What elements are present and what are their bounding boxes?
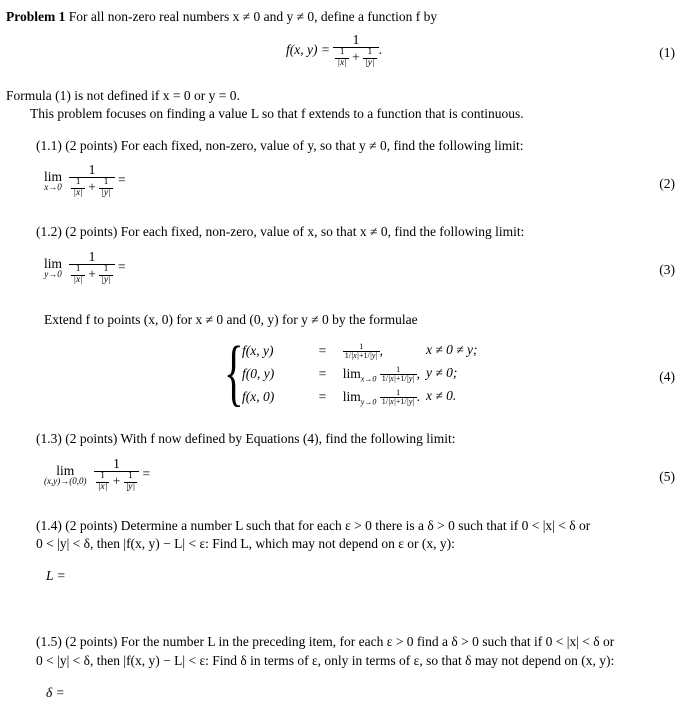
part-1-3-text: (1.3) (2 points) With f now defined by Equations (4), find the following limit:	[36, 431, 456, 446]
eq1-denominator	[333, 47, 378, 69]
limit-2-den-a-bar: |x|	[73, 188, 83, 199]
row1-cond: x ≠ 0 ≠ y;	[426, 342, 478, 357]
row3-eq: =	[318, 388, 327, 404]
row2-den-a: 1	[381, 374, 386, 384]
limit-5-equals: =	[142, 466, 151, 482]
limit-3-den-b-bar: |y|	[101, 275, 111, 286]
eq4-number: (4)	[659, 369, 675, 384]
part-1-4-line-2: 0 < |y| < δ, then |f(x, y) − L| < ε: Find L, which may not depend on ε or (x, y):	[36, 536, 455, 551]
row3-den-a-bar: |x|	[387, 397, 396, 407]
limit-3-den-a-bar: |x|	[73, 275, 83, 286]
row1-den-b-bar: |y|	[369, 351, 378, 361]
note-1: Formula (1) is not defined if x = 0 or y = 0.	[6, 88, 240, 103]
row3-sub: y→0	[360, 397, 377, 407]
limit-2	[44, 163, 126, 199]
eq1-den-b: 1	[367, 47, 373, 58]
part-1-1-text: (1.1) (2 points) For each fixed, non-zero, value of y, so that y ≠ 0, find the following limit:	[36, 138, 524, 153]
limit-2-den-a: 1	[75, 177, 81, 188]
part-1-2-text: (1.2) (2 points) For each fixed, non-zero, value of x, so that x ≠ 0, find the following limit:	[36, 224, 525, 239]
row2-plus: +	[395, 374, 401, 384]
limit-2-plus: +	[88, 179, 96, 195]
limit-2-den-b-bar: |y|	[101, 188, 111, 199]
limit-2-lim: lim	[44, 168, 63, 184]
eq2-number: (2)	[659, 176, 675, 191]
limit-3	[44, 250, 126, 286]
limit-3-lim: lim	[44, 255, 63, 271]
limit-2-den-b: 1	[103, 177, 109, 188]
row1-eq: =	[318, 342, 327, 358]
limit-3-den-b: 1	[103, 264, 109, 275]
limit-2-fraction	[69, 163, 114, 199]
problem-heading: Problem 1	[6, 9, 66, 24]
answer-L-label: L =	[46, 568, 66, 583]
limit-5-lim: lim	[56, 462, 75, 478]
row1-lhs: f(x, y)	[242, 342, 274, 358]
row2-den-b-bar: |y|	[406, 374, 415, 384]
problem-heading-line	[6, 10, 437, 24]
row3-den-b: 1	[400, 397, 405, 407]
limit-5-den-a-bar: |x|	[97, 482, 108, 493]
limit-5-num: 1	[113, 456, 120, 471]
eq1-lhs: f(x, y) =	[286, 42, 330, 58]
eq1-period: .	[378, 42, 382, 58]
limit-5	[44, 457, 150, 493]
row2-sub: x→0	[360, 374, 377, 384]
part-1-5-line-1: (1.5) (2 points) For the number L in the preceding item, for each ε > 0 find a δ > 0 such that if 0 < |x| < δ or	[36, 634, 615, 649]
limit-3-sub: y→0	[44, 269, 62, 280]
row2-den-a-bar: |x|	[387, 374, 396, 384]
problem-intro: For all non-zero real numbers x ≠ 0 and y ≠ 0, define a function f by	[68, 9, 438, 24]
row2-lhs: f(0, y)	[242, 365, 275, 381]
row3-lim: lim	[342, 388, 361, 404]
limit-3-num: 1	[88, 249, 96, 264]
eq3-number: (3)	[659, 262, 675, 277]
row1-den-a: 1	[344, 351, 349, 361]
row2-lim: lim	[342, 365, 361, 381]
row2-den-b: 1	[400, 374, 405, 384]
row2-fraction: $\frac{1}{1/|x|+1/|y|}$	[381, 365, 415, 384]
limit-5-plus: +	[112, 473, 121, 489]
equation-1	[286, 33, 382, 69]
row2-num: 1	[396, 365, 401, 374]
limit-3-equals: =	[118, 259, 126, 275]
row1-den-a-bar: |x|	[350, 351, 359, 361]
row1-fraction: $\frac{1}{1/|x|+1/|y|}$	[344, 342, 378, 361]
row1-den-b: 1	[363, 351, 368, 361]
limit-5-den-b-bar: |y|	[125, 482, 136, 493]
limit-5-den-b: 1	[128, 471, 133, 482]
eq1-number: (1)	[659, 45, 675, 60]
row3-num: 1	[396, 388, 401, 397]
row1-plus: +	[358, 351, 364, 361]
limit-3-fraction	[69, 250, 114, 286]
limit-3-den-a: 1	[75, 264, 81, 275]
eq5-number: (5)	[659, 469, 675, 484]
limit-5-den-a: 1	[100, 471, 105, 482]
eq1-plus: +	[352, 49, 360, 65]
limit-2-num: 1	[88, 162, 96, 177]
system-row-1: f(x, y) = $\frac{1}{1/|x|+1/|y|}$ , x ≠ 0 ≠ y;	[242, 342, 478, 361]
part-1-5-line-2: 0 < |y| < δ, then |f(x, y) − L| < ε: Find δ in terms of ε, only in terms of ε, so that δ may not depend on (x, y):	[36, 653, 615, 668]
part-1-4-line-1: (1.4) (2 points) Determine a number L such that for each ε > 0 there is a δ > 0 such that if 0 < |x| < δ or	[36, 518, 591, 533]
row1-num: 1	[359, 342, 364, 351]
extend-text: Extend f to points (x, 0) for x ≠ 0 and (0, y) for y ≠ 0 by the formulae	[44, 312, 418, 327]
row3-plus: +	[395, 397, 401, 407]
row3-den-a: 1	[381, 397, 386, 407]
row3-fraction: $\frac{1}{1/|x|+1/|y|}$	[381, 388, 415, 407]
left-brace: {	[224, 332, 244, 414]
eq1-numerator: 1	[352, 32, 360, 47]
limit-5-fraction	[94, 457, 139, 493]
row2-cond: y ≠ 0;	[426, 365, 458, 380]
system-row-2: f(0, $y) = \lim_{x\to 0}$ $\frac{1}{1/|x|+1/|y|}$ , y ≠ 0;	[242, 365, 458, 384]
eq1-fraction	[333, 33, 378, 69]
row3-cond: x ≠ 0.	[426, 388, 457, 403]
eq1-den-a-bar: |x|	[337, 58, 347, 69]
limit-5-sub: (x,y)→(0,0)	[44, 476, 87, 487]
limit-2-sub: x→0	[44, 182, 62, 193]
row2-eq: =	[318, 365, 327, 381]
answer-delta-label: δ =	[46, 685, 65, 700]
limit-2-equals: =	[118, 172, 126, 188]
note-2: This problem focuses on finding a value L so that f extends to a function that is continuous.	[30, 106, 524, 121]
eq1-den-a: 1	[339, 47, 345, 58]
row3-den-b-bar: |y|	[406, 397, 415, 407]
row3-lhs: f(x, 0)	[242, 388, 275, 404]
eq1-den-b-bar: |y|	[365, 58, 375, 69]
system-row-3: f(x, $0) = \lim_{y\to 0}$ $\frac{1}{1/|x|+1/|y|}$ . x ≠ 0.	[242, 388, 457, 407]
limit-3-plus: +	[88, 266, 96, 282]
